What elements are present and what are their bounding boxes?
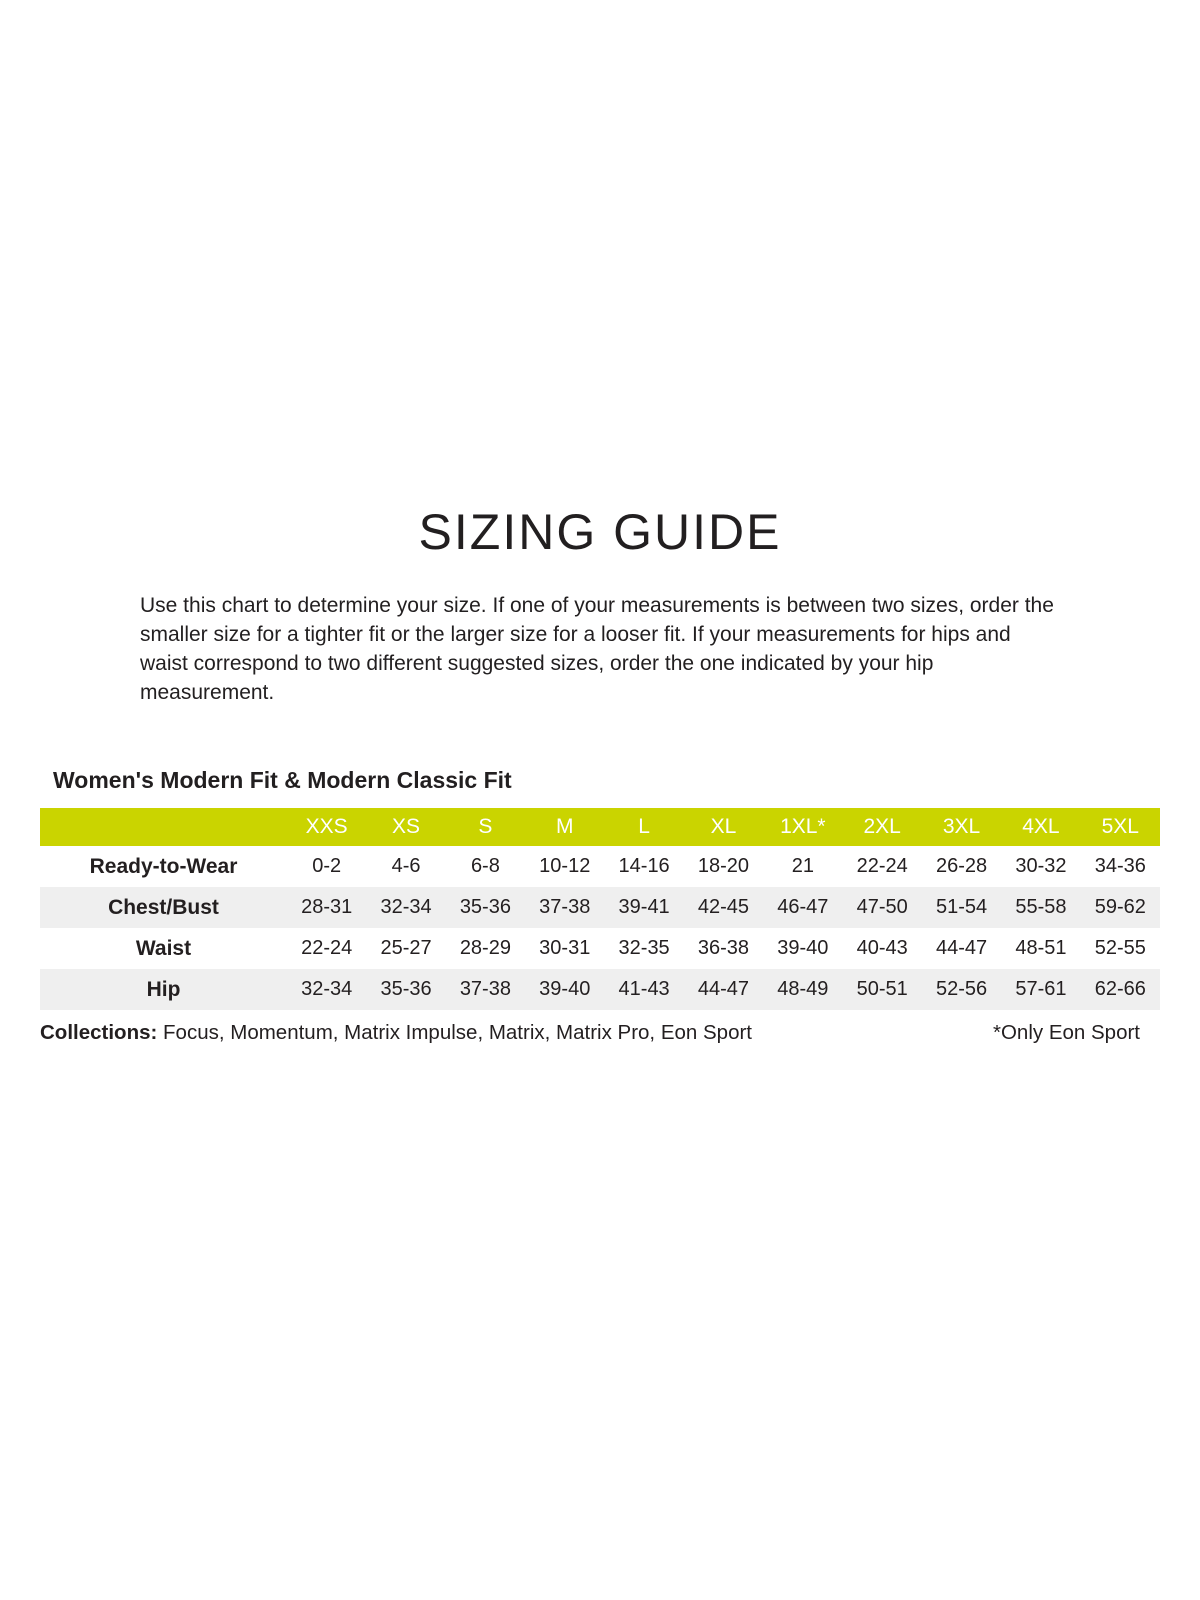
size-cell: 28-31 [287, 887, 366, 928]
size-cell: 18-20 [697, 855, 750, 877]
table-row [40, 928, 1160, 969]
size-cell: 59-62 [1081, 887, 1160, 928]
corner-cell [40, 808, 287, 846]
size-column-header: 1XL* [763, 808, 842, 846]
size-cell: 32-34 [287, 969, 366, 1010]
size-cell: 36-38 [697, 937, 750, 959]
size-cell: 4-6 [391, 855, 421, 877]
collections-list: Focus, Momentum, Matrix Impulse, Matrix, Matrix Pro, Eon Sport [157, 1021, 752, 1044]
size-column-header: 5XL [1081, 808, 1160, 846]
size-cell: 14-16 [618, 855, 670, 877]
table-row [40, 846, 1160, 887]
row-label: Ready-to-Wear [89, 854, 238, 878]
size-table-head-row [40, 808, 1160, 846]
size-column-header: XS [366, 808, 445, 846]
size-cell: 39-41 [604, 887, 683, 928]
size-table [40, 808, 1160, 1010]
size-column-header: M [525, 808, 604, 846]
size-cell: 32-34 [366, 887, 445, 928]
size-cell: 57-61 [1001, 969, 1080, 1010]
size-cell: 51-54 [922, 887, 1001, 928]
size-cell: 35-36 [366, 969, 445, 1010]
size-cell: 25-27 [380, 937, 432, 959]
size-column-header: XL [684, 808, 763, 846]
size-cell: 44-47 [684, 969, 763, 1010]
size-column-header: 3XL [922, 808, 1001, 846]
size-cell: 50-51 [843, 969, 922, 1010]
row-label: Chest/Bust [40, 887, 287, 928]
size-cell: 37-38 [446, 969, 525, 1010]
size-cell: 34-36 [1094, 855, 1146, 877]
size-cell: 21 [791, 855, 814, 877]
intro-paragraph: Use this chart to determine your size. If one of your measurements is between two sizes, order the smaller size for a tighter fit or the larger size for a looser fit. If your measurements for hips and waist correspond to two different suggested sizes, order the one indicated by your hip measurement. [140, 594, 1054, 704]
size-cell: 55-58 [1001, 887, 1080, 928]
size-cell: 48-51 [1015, 937, 1067, 959]
size-cell: 42-45 [684, 887, 763, 928]
size-cell: 22-24 [856, 855, 908, 877]
size-cell: 52-56 [922, 969, 1001, 1010]
size-cell: 0-2 [312, 855, 342, 877]
table-row [40, 887, 1160, 928]
size-column-header: XXS [287, 808, 366, 846]
size-cell: 37-38 [525, 887, 604, 928]
collections-line [40, 1020, 752, 1046]
row-label: Waist [135, 936, 192, 960]
size-cell: 22-24 [301, 937, 353, 959]
size-cell: 39-40 [777, 937, 829, 959]
size-column-header: L [604, 808, 683, 846]
size-cell: 39-40 [525, 969, 604, 1010]
table-row [40, 969, 1160, 1010]
size-table-head [40, 808, 1160, 846]
size-column-header: 4XL [1001, 808, 1080, 846]
size-cell: 52-55 [1094, 937, 1146, 959]
asterisk-footnote: *Only Eon Sport [993, 1021, 1140, 1044]
section-heading-womens-modern-fit: Women's Modern Fit & Modern Classic Fit [53, 767, 512, 793]
collections-label: Collections: [40, 1021, 158, 1044]
size-cell: 26-28 [935, 855, 988, 877]
size-cell: 40-43 [856, 937, 908, 959]
table-footer [40, 1020, 1160, 1046]
size-cell: 44-47 [935, 937, 988, 959]
size-cell: 46-47 [763, 887, 842, 928]
table-section [40, 767, 1160, 1046]
size-cell: 6-8 [470, 855, 500, 877]
size-cell: 30-31 [539, 937, 591, 959]
size-cell: 28-29 [459, 937, 511, 959]
size-cell: 35-36 [446, 887, 525, 928]
size-cell: 47-50 [843, 887, 922, 928]
size-column-header: S [446, 808, 525, 846]
size-cell: 62-66 [1081, 969, 1160, 1010]
row-label: Hip [40, 969, 287, 1010]
size-table-body [40, 846, 1160, 1010]
size-cell: 41-43 [604, 969, 683, 1010]
page-title: SIZING GUIDE [418, 503, 782, 560]
size-cell: 10-12 [539, 855, 591, 877]
size-column-header: 2XL [843, 808, 922, 846]
size-cell: 48-49 [763, 969, 842, 1010]
size-cell: 30-32 [1015, 855, 1067, 877]
size-cell: 32-35 [618, 937, 670, 959]
